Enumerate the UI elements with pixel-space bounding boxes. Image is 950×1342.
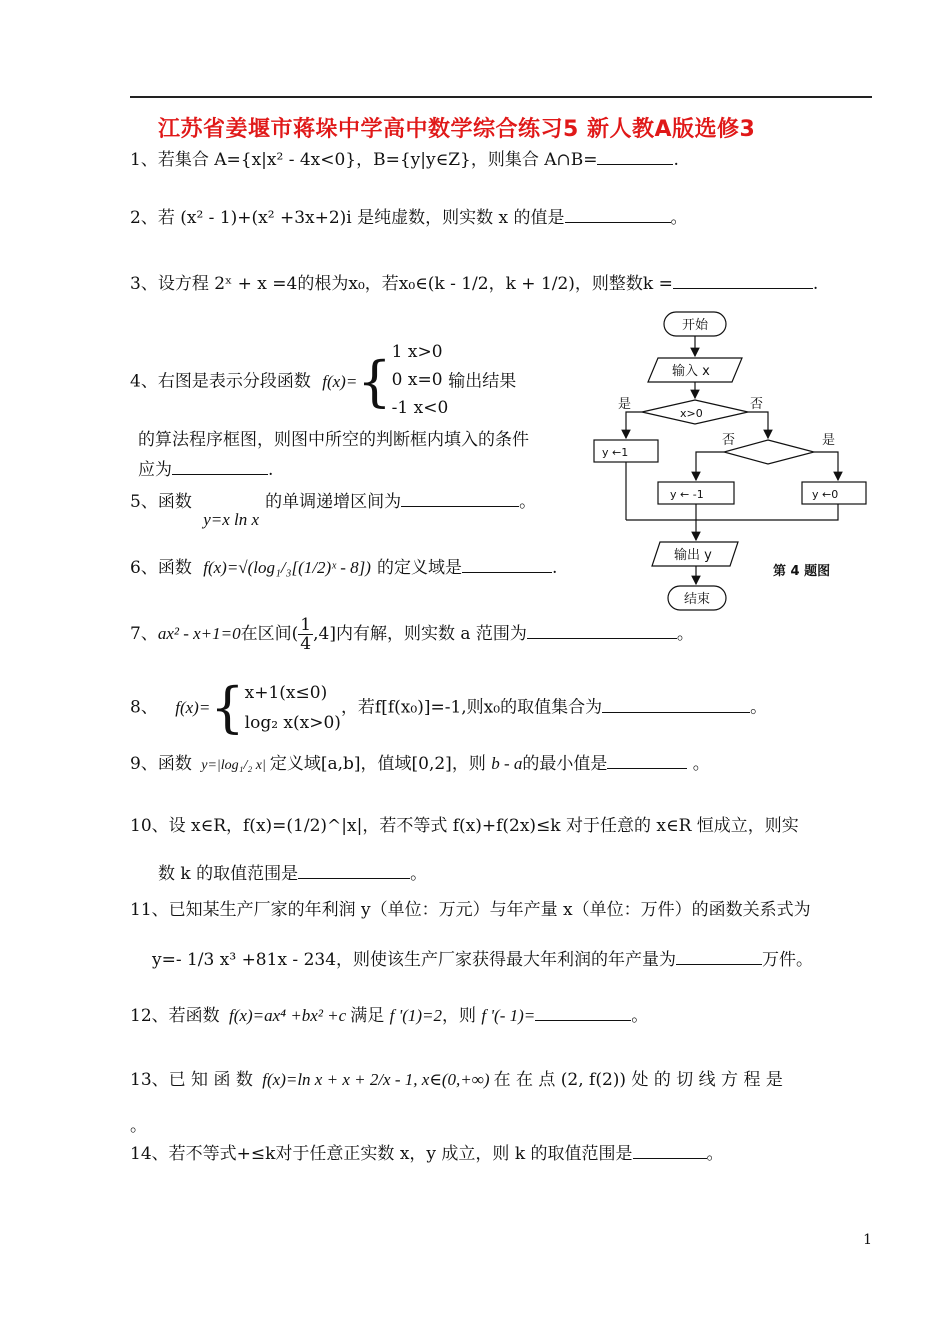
question-text: 若集合 A={x|x² - 4x<0}，B={y|y∈Z}，则集合 A∩B=: [157, 150, 598, 170]
question-text: 的定义域是: [376, 558, 462, 578]
question-number: 13、: [130, 1070, 169, 1090]
question-text: 已 知 函 数: [168, 1070, 253, 1090]
case: log₂ x(x>0): [244, 713, 341, 733]
brace: {: [357, 350, 392, 413]
formula: f(x)=: [175, 697, 211, 717]
question-number: 9、: [130, 754, 158, 774]
question-10-cont: 数 k 的取值范围是 。: [158, 864, 428, 884]
case: x+1(x≤0): [244, 683, 328, 703]
formula: f(x)=: [322, 371, 358, 391]
question-7: 7、ax² - x+1=0在区间( $\frac{1}{4}$ ,4]内有解，则实数 a 范围为 。: [130, 615, 694, 654]
question-text: 函数: [157, 558, 192, 578]
question-text: 右图是表示分段函数: [157, 371, 311, 392]
question-text: 若不等式+≤k对于任意正实数 x，y 成立，则 k 的取值范围是: [168, 1144, 633, 1164]
question-text: 万件。: [762, 950, 814, 970]
answer-blank: [676, 950, 762, 965]
answer-blank: [633, 1144, 707, 1159]
piecewise: [245, 678, 341, 738]
question-text: 若函数: [168, 1006, 220, 1026]
question-number: 14、: [130, 1144, 169, 1164]
end-label: 结束: [684, 592, 711, 607]
question-number: 8、: [130, 697, 158, 718]
assign2-label: y ← -1: [670, 488, 704, 501]
assign1-label: y ←1: [602, 446, 629, 459]
question-text: 设方程 2ˣ + x =4的根为x₀，若x₀∈(k - 1/2，k + 1/2)，则整数k =: [157, 274, 673, 294]
question-text: 设 x∈R，f(x)=(1/2)^|x|，若不等式 f(x)+f(2x)≤k 对于任意的 x∈R 恒成立，则实: [168, 816, 799, 836]
question-10: [130, 814, 799, 838]
question-3: 3、设方程 2ˣ + x =4的根为x₀，若x₀∈(k - 1/2，k + 1/2)，则整数k = .: [130, 274, 819, 294]
question-text: 在区间(: [240, 624, 299, 644]
question-text: 的取值集合为: [500, 697, 603, 718]
question-text: 若 (x² - 1)+(x² +3x+2)i 是纯虚数，则实数 x 的值是: [157, 208, 565, 228]
answer-blank: [527, 624, 677, 639]
formula: f(x)=ln x + x + 2/x - 1, x∈(0,+∞): [262, 1070, 490, 1089]
assign3-label: y ←0: [812, 488, 839, 501]
question-text: 数 k 的取值范围是: [158, 864, 299, 884]
question-12: 12、若函数 f(x)=ax⁴ +bx² +c 满足 f '(1)=2，则 f '(- 1)= 。: [130, 1006, 649, 1026]
question-number: 5、: [130, 492, 158, 512]
case: 1 x>0: [391, 342, 443, 362]
case: -1 x<0: [391, 398, 449, 418]
flowchart: [586, 304, 886, 624]
question-text: 函数: [157, 492, 192, 512]
question-text: 函数: [157, 754, 192, 774]
answer-blank: [535, 1006, 631, 1021]
answer-blank: [565, 208, 671, 223]
question-text: y=- 1/3 x³ +81x - 234，则使该生产厂家获得最大年利润的年产量为: [152, 950, 677, 970]
answer-blank: [462, 558, 552, 573]
brace: {: [210, 676, 245, 739]
question-text: 的单调递增区间为: [265, 492, 402, 512]
question-4: [130, 342, 516, 422]
formula: f '(- 1)=: [481, 1006, 536, 1025]
formula: y=x ln x: [203, 510, 260, 529]
question-text: 的算法程序框图，则图中所空的判断框内填入的条件: [138, 430, 529, 450]
question-number: 4、: [130, 371, 158, 392]
input-label: 输入 x: [672, 364, 710, 379]
answer-blank: [401, 492, 519, 507]
question-9: 9、函数 y=|log₁/₂ x| 定义域[a,b]，值域[0,2]，则 b - a的最小值是 。: [130, 754, 710, 774]
start-label: 开始: [682, 318, 709, 333]
question-text: 的最小值是: [522, 754, 608, 774]
question-number: 11、: [130, 900, 169, 920]
formula: f(x)=√(log₁/₃[(1/2)ˣ - 8]): [203, 558, 371, 577]
question-8: 8、 f(x)={ x+1(x≤0) log₂ x(x>0) ，若f[f(x₀)]=-1,则x₀的取值集合为 。: [130, 676, 768, 739]
question-2: 2、若 (x² - 1)+(x² +3x+2)i 是纯虚数，则实数 x 的值是 。: [130, 208, 688, 228]
answer-blank: [597, 150, 673, 165]
yes1-label: 是: [618, 397, 632, 412]
question-4-cont2: 应为 .: [138, 460, 274, 480]
question-14: 14、若不等式+≤k对于任意正实数 x，y 成立，则 k 的取值范围是 。: [130, 1144, 724, 1164]
question-number: 2、: [130, 208, 158, 228]
answer-blank: [172, 460, 268, 475]
question-number: 6、: [130, 558, 158, 578]
question-text: 已知某生产厂家的年利润 y（单位：万元）与年产量 x（单位：万件）的函数关系式为: [168, 900, 811, 920]
formula: ax² - x+1=0: [157, 624, 241, 643]
question-text: 。: [130, 1116, 147, 1136]
no1-label: 否: [750, 397, 764, 412]
output-label: 输出 y: [674, 548, 712, 563]
question-text: ，若f[f(x₀)]=-1,则x₀: [340, 697, 501, 718]
question-text: 定义域[a,b]，值域[0,2]，则: [269, 754, 486, 774]
question-11-cont: [152, 948, 813, 972]
question-5: 5、函数 y=x ln x的单调递增区间为 。: [130, 492, 537, 529]
question-1: 1、若集合 A={x|x² - 4x<0}，B={y|y∈Z}，则集合 A∩B= .: [130, 150, 679, 170]
no2-label: 否: [722, 433, 736, 448]
answer-blank: [607, 754, 687, 769]
question-text: 输出结果: [448, 371, 517, 392]
answer-blank: [673, 274, 813, 289]
formula: y=|log₁/₂ x|: [201, 758, 266, 773]
question-text: 在 在 点 (2, f(2)) 处 的 切 线 方 程 是: [493, 1070, 783, 1090]
question-text: 应为: [138, 460, 172, 480]
answer-blank: [298, 864, 410, 879]
decision-2: [724, 440, 814, 464]
case: 0 x=0: [391, 370, 443, 390]
question-6: 6、函数 f(x)=√(log₁/₃[(1/2)ˣ - 8]) 的定义域是 .: [130, 558, 558, 578]
figure-caption: 第 4 题图: [773, 564, 831, 579]
cond1-label: x>0: [680, 407, 703, 420]
fraction: $\frac{1}{4}$: [300, 615, 312, 654]
question-text: ，则: [442, 1006, 477, 1026]
question-number: 3、: [130, 274, 158, 294]
question-number: 7、: [130, 624, 158, 644]
question-11: [130, 898, 811, 922]
question-number: 10、: [130, 816, 169, 836]
question-text: 满足: [350, 1006, 385, 1026]
question-text: ,4]内有解，则实数 a 范围为: [313, 624, 527, 644]
top-rule: [130, 96, 872, 98]
page-number: 1: [863, 1232, 872, 1248]
formula: f '(1)=2: [389, 1006, 443, 1025]
formula: b - a: [491, 754, 523, 773]
answer-blank: [602, 698, 750, 713]
page-title: 江苏省姜堰市蒋垛中学高中数学综合练习5 新人教A版选修3: [158, 117, 756, 142]
question-13-cont: [130, 1114, 147, 1138]
question-4-cont: [138, 428, 529, 452]
question-number: 1、: [130, 150, 158, 170]
question-number: 12、: [130, 1006, 169, 1026]
yes2-label: 是: [822, 433, 836, 448]
piecewise: [392, 338, 449, 422]
question-13: [130, 1068, 783, 1092]
formula: f(x)=ax⁴ +bx² +c: [229, 1006, 347, 1025]
